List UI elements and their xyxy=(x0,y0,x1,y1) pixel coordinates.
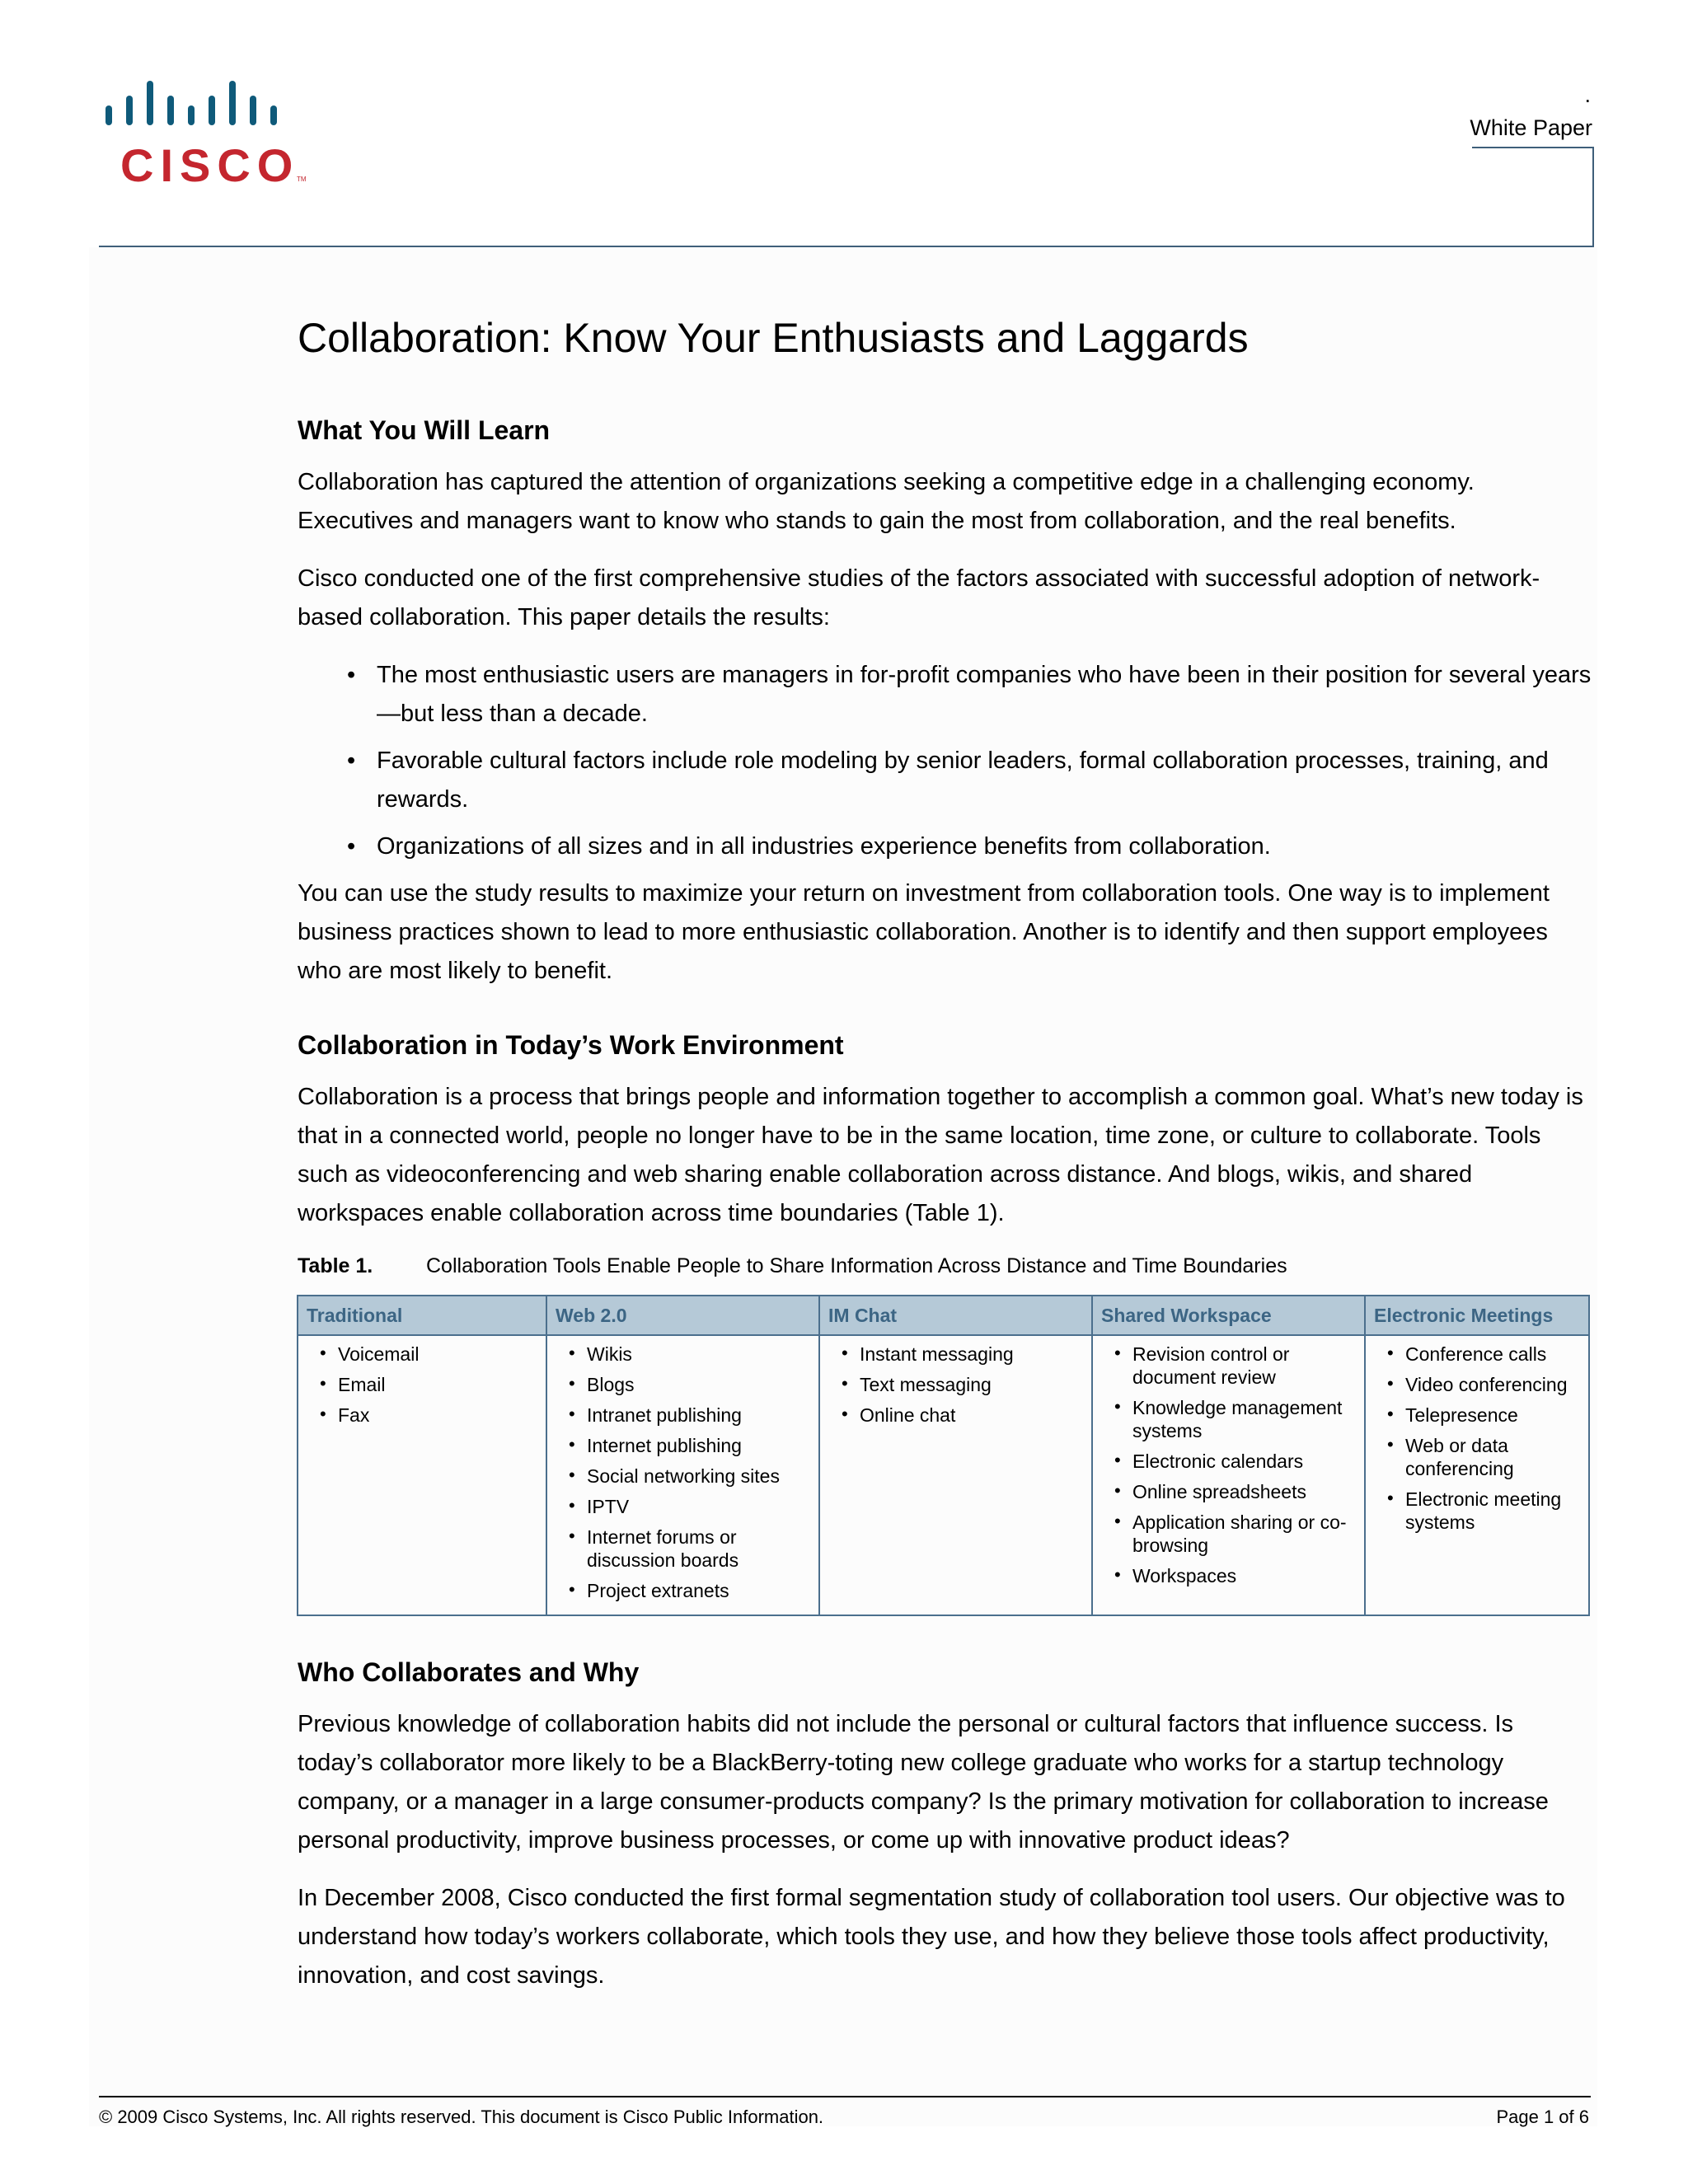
list-item: • Knowledge management systems xyxy=(1114,1396,1343,1441)
list-item: • Email xyxy=(320,1373,386,1395)
page-title: Collaboration: Know Your Enthusiasts and Laggards xyxy=(298,315,1249,361)
list-item: • IPTV xyxy=(569,1495,630,1517)
bullet-icon: • xyxy=(347,748,356,774)
table-cell-electronic-meetings xyxy=(1365,1335,1589,1615)
list-item: • Internet publishing xyxy=(569,1434,742,1456)
bullet-icon: • xyxy=(347,662,356,688)
list-item: • Telepresence xyxy=(1387,1404,1518,1426)
header-mark: . xyxy=(1584,82,1591,107)
list-item: • Organizations of all sizes and in all industries experience benefits from collaboration. xyxy=(298,827,1593,866)
list-item: • Electronic meeting systems xyxy=(1387,1488,1562,1533)
svg-text:TM: TM xyxy=(297,176,307,183)
list-item: • Fax xyxy=(320,1404,370,1426)
section-heading-who-collaborates: Who Collaborates and Why xyxy=(298,1657,640,1687)
paragraph: Collaboration is a process that brings people and information together to accomplish a common goal. What’s new today is that in a connected world, people no longer have to be in the same location, time zone, or culture to collaborate. Tools such as videoconferencing and web sharing enable collaboration across distance. And blogs, wikis, and shared workspaces enable collaboration across time boundaries (Table 1). xyxy=(298,1084,1583,1226)
table-caption xyxy=(298,1252,1593,1280)
paragraph: Cisco conducted one of the first comprehensive studies of the factors associated with successful adoption of network-based collaboration. This paper details the results: xyxy=(298,565,1540,630)
footer-rule xyxy=(99,2096,1591,2097)
findings-list xyxy=(298,656,1593,866)
list-item: • Online spreadsheets xyxy=(1114,1480,1306,1502)
list-item: • Project extranets xyxy=(569,1579,729,1601)
paragraph: In December 2008, Cisco conducted the first formal segmentation study of collaboration tool users. Our objective was to understand how today’s workers collaborate, which tools they use, and how they believe those tools affect productivity, innovation, and cost savings. xyxy=(298,1885,1565,1989)
list-item: • Conference calls xyxy=(1387,1343,1547,1365)
column-header: IM Chat xyxy=(819,1296,1092,1335)
paragraph: You can use the study results to maximize your return on investment from collaboration tools. One way is to implement business practices shown to lead to more enthusiastic collaboration. Another is to identify and then support employees who are most likely to benefit. xyxy=(298,880,1550,984)
document-type-label: White Paper xyxy=(1470,115,1592,140)
collaboration-tools-table xyxy=(297,1295,1590,1616)
logo-wordmark: CISCO xyxy=(120,139,300,191)
column-header: Web 2.0 xyxy=(546,1296,819,1335)
section-heading-work-environment: Collaboration in Today’s Work Environment xyxy=(298,1030,844,1060)
list-item: • Instant messaging xyxy=(842,1343,1014,1365)
list-item: • Online chat xyxy=(842,1404,956,1426)
column-header: Shared Workspace xyxy=(1092,1296,1365,1335)
bullet-icon: • xyxy=(347,833,356,860)
list-item: • Favorable cultural factors include role modeling by senior leaders, formal collaboration processes, training, and rewards. xyxy=(298,742,1593,819)
cisco-logo xyxy=(104,76,326,191)
main-content xyxy=(298,309,1593,2014)
list-item: • Workspaces xyxy=(1114,1564,1237,1586)
list-item: • Voicemail xyxy=(320,1343,420,1365)
table-cell-traditional xyxy=(298,1335,546,1615)
column-header: Electronic Meetings xyxy=(1365,1296,1589,1335)
list-item: • Revision control or document review xyxy=(1114,1343,1290,1388)
header-rule xyxy=(99,246,1594,247)
list-item: • Internet forums or discussion boards xyxy=(569,1526,739,1571)
list-item: • Blogs xyxy=(569,1373,635,1395)
section-heading-what-you-will-learn: What You Will Learn xyxy=(298,415,551,445)
list-item: • Application sharing or co-browsing xyxy=(1114,1511,1347,1556)
list-item: • Intranet publishing xyxy=(569,1404,742,1426)
header-box-top xyxy=(1472,147,1594,148)
paragraph: Collaboration has captured the attention of organizations seeking a competitive edge in a challenging economy. Executives and managers want to know who stands to gain the most from collaboration, and the real benefits. xyxy=(298,469,1475,534)
list-item: • Electronic calendars xyxy=(1114,1450,1304,1472)
list-item: • Text messaging xyxy=(842,1373,992,1395)
table-cell-shared-workspace xyxy=(1092,1335,1365,1615)
list-item: • Web or data conferencing xyxy=(1387,1434,1514,1479)
table-row xyxy=(298,1335,1589,1615)
list-item: • The most enthusiastic users are managers in for-profit companies who have been in their position for several years—but less than a decade. xyxy=(298,656,1593,733)
paragraph: Previous knowledge of collaboration habits did not include the personal or cultural factors that influence success. Is today’s collaborator more likely to be a BlackBerry-toting new college graduate who works for a startup technology company, or a manager in a large consumer-products company? Is the primary motivation for collaboration to increase personal productivity, improve business processes, or come up with innovative product ideas? xyxy=(298,1711,1549,1854)
list-item: • Wikis xyxy=(569,1343,632,1365)
table-cell-web20 xyxy=(546,1335,819,1615)
table-cell-im-chat xyxy=(819,1335,1092,1615)
table-header-row xyxy=(298,1296,1589,1335)
table-caption-label: Table 1. xyxy=(298,1254,373,1277)
column-header: Traditional xyxy=(298,1296,546,1335)
list-item: • Video conferencing xyxy=(1387,1373,1568,1395)
footer-copyright: © 2009 Cisco Systems, Inc. All rights reserved. This document is Cisco Public Information. xyxy=(99,2107,824,2127)
footer-page-number: Page 1 of 6 xyxy=(1496,2107,1589,2127)
table-caption-text: Collaboration Tools Enable People to Share Information Across Distance and Time Boundaries xyxy=(426,1254,1287,1277)
list-item: • Social networking sites xyxy=(569,1465,780,1487)
header-box-right xyxy=(1592,147,1594,247)
